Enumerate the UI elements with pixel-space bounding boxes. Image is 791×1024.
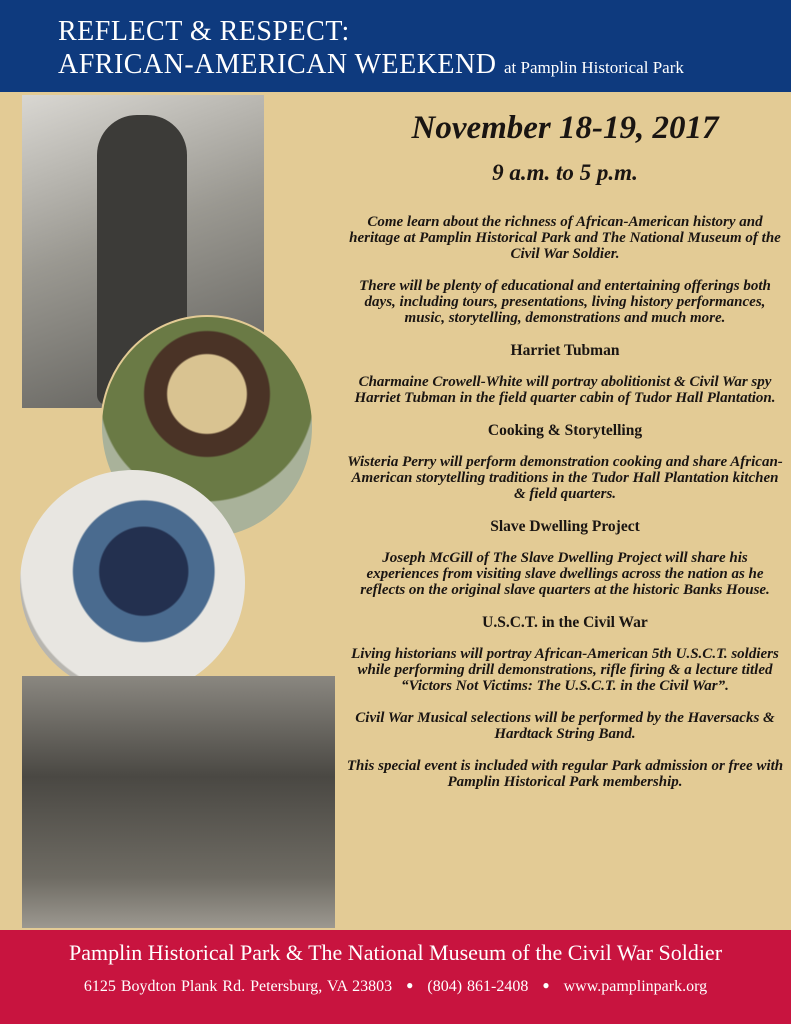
title-line-2 [58,50,684,83]
intro-paragraph: Come learn about the richness of African-American history and heritage at Pamplin Historical Park and The National Museum of the Civil War Soldier. [349,214,781,262]
footer-website-link[interactable]: www.pamplinpark.org [563,978,708,995]
photo-seated-soldier [20,470,245,695]
title-main: AFRICAN-AMERICAN WEEKEND [58,49,497,80]
footer-organization: Pamplin Historical Park & The National Museum of the Civil War Soldier [68,940,723,965]
event-date: November 18-19, 2017 [411,110,719,146]
bullet-separator: ● [406,978,414,992]
header-banner [0,0,791,92]
section-text: Joseph McGill of The Slave Dwelling Project will share his experiences from visiting slave dwellings across the nation as he reflects on the original slave quarters at the historic Banks House. [360,550,770,598]
section-title: U.S.C.T. in the Civil War [482,614,648,631]
section-title: Cooking & Storytelling [487,422,643,439]
section-text: Charmaine Crowell-White will portray abolitionist & Civil War spy Harriet Tubman in the field quarter cabin of Tudor Hall Plantation. [354,374,776,406]
footer-banner [0,930,791,1024]
section-title: Harriet Tubman [510,342,620,359]
bullet-separator: ● [542,978,550,992]
intro-paragraph: There will be plenty of educational and entertaining offerings both days, including tours, presentations, living history performances, music, storytelling, demonstrations and much more. [359,278,771,326]
title-location: at Pamplin Historical Park [503,58,684,77]
closing-paragraph: This special event is included with regular Park admission or free with Pamplin Historical Park membership. [346,758,784,790]
section-text: Wisteria Perry will perform demonstration cooking and share African-American storytelling traditions in the Tudor Hall Plantation kitchen & field quarters. [347,454,783,502]
footer-address: 6125 Boydton Plank Rd. Petersburg, VA 23803 [83,978,393,995]
event-details [345,108,785,790]
event-time: 9 a.m. to 5 p.m. [492,160,638,185]
section-text: Living historians will portray African-American 5th U.S.C.T. soldiers while performing drill demonstrations, rifle firing & a lecture titled “Victors Not Victims: The U.S.C.T. in the Civil War”. [351,646,779,694]
closing-paragraph: Civil War Musical selections will be performed by the Haversacks & Hardtack String Band. [355,710,775,742]
title-line-1: REFLECT & RESPECT: [58,16,350,47]
footer-contact [0,978,791,996]
photo-usct-soldiers [22,676,335,928]
section-title: Slave Dwelling Project [490,518,640,535]
footer-phone: (804) 861-2408 [427,978,529,995]
